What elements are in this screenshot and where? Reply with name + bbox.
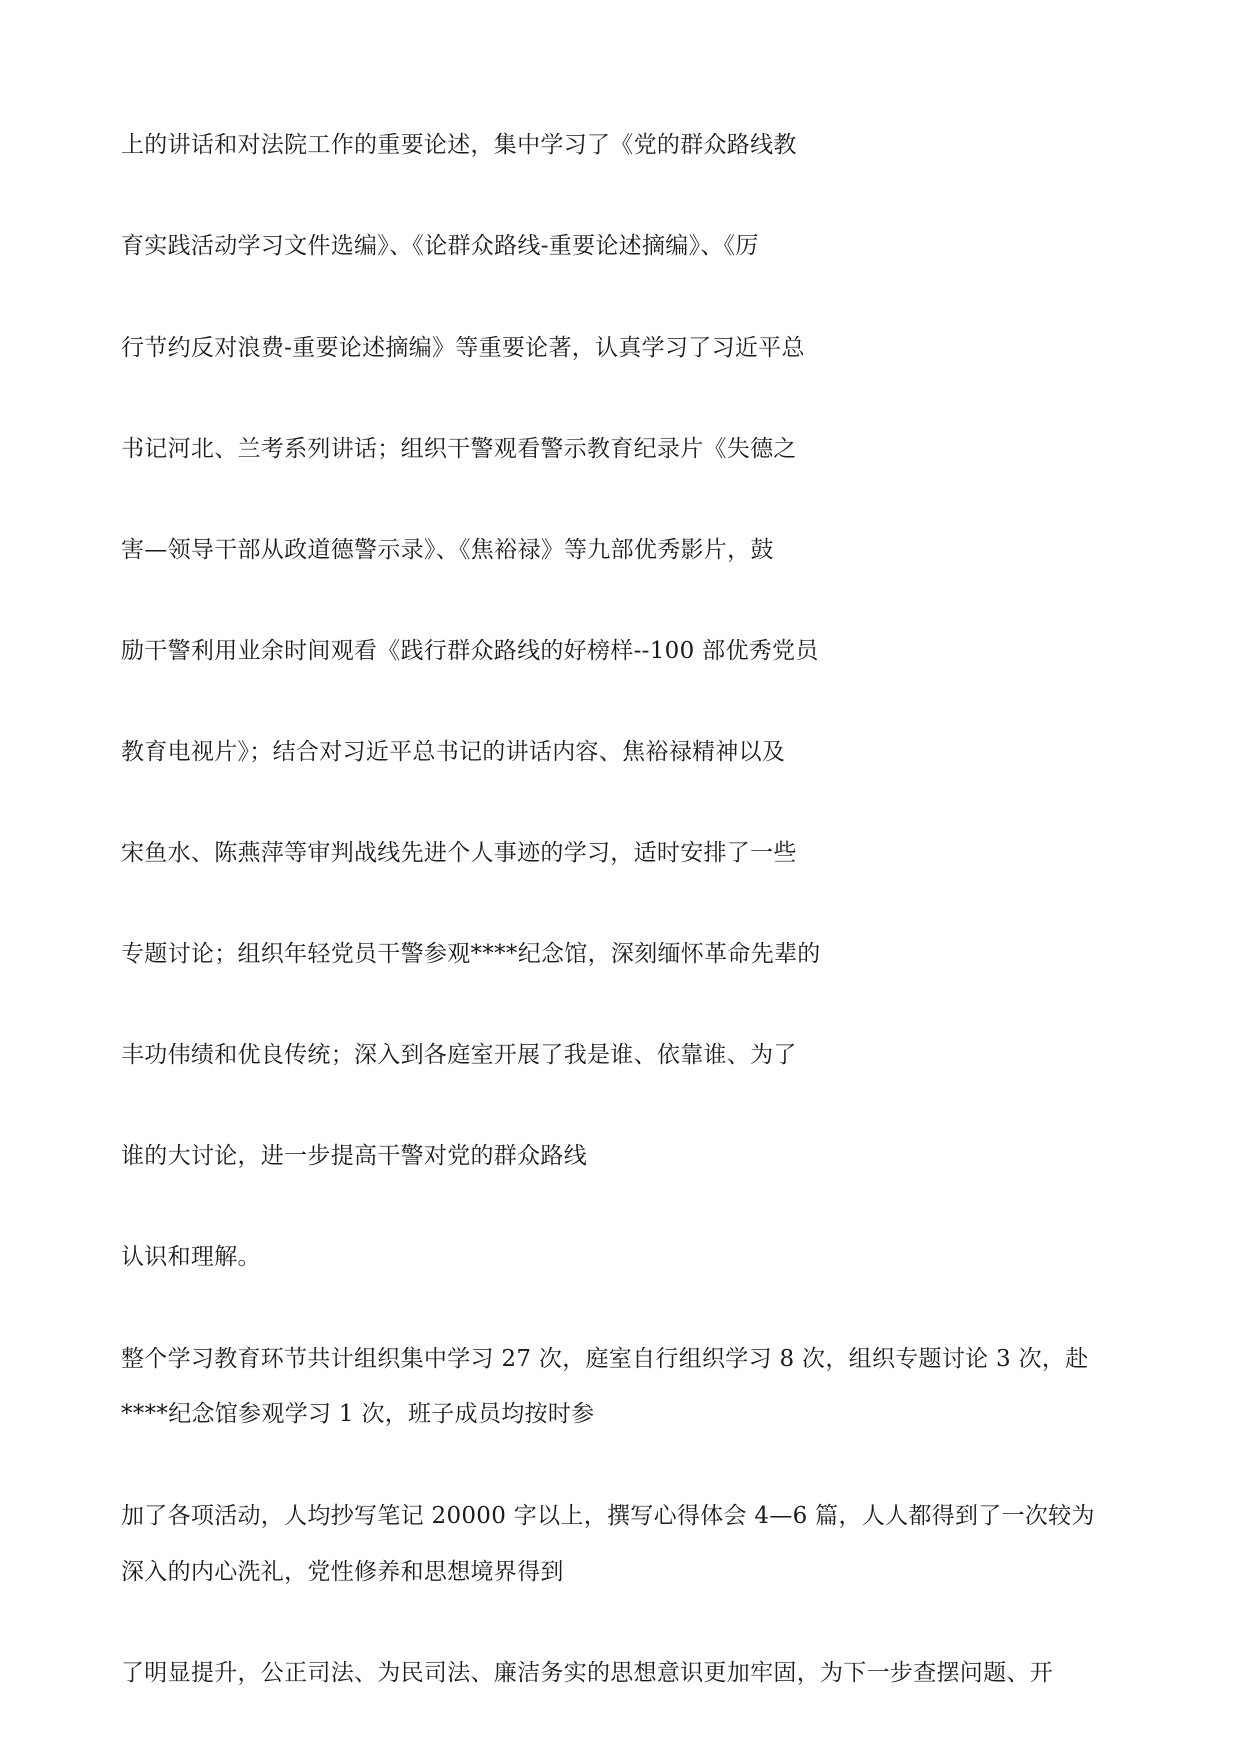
text-line-16: 深入的内心洗礼，党性修养和思想境界得到 — [121, 1559, 564, 1585]
text-line-14: ****纪念馆参观学习 1 次，班子成员均按时参 — [121, 1401, 595, 1427]
text-line-6: 励干警利用业余时间观看《践行群众路线的好榜样--100 部优秀党员 — [121, 638, 819, 664]
text-line-11: 谁的大讨论，进一步提高干警对党的群众路线 — [121, 1143, 587, 1169]
text-line-12: 认识和理解。 — [121, 1244, 261, 1270]
text-line-2: 育实践活动学习文件选编》、《论群众路线-重要论述摘编》、《厉 — [121, 233, 759, 259]
text-line-17: 了明显提升，公正司法、为民司法、廉洁务实的思想意识更加牢固，为下一步查摆问题、开 — [121, 1660, 1053, 1686]
text-line-5: 害—领导干部从政道德警示录》、《焦裕禄》等九部优秀影片，鼓 — [121, 537, 774, 563]
text-line-4: 书记河北、兰考系列讲话；组织干警观看警示教育纪录片《失德之 — [121, 436, 797, 462]
text-line-9: 专题讨论；组织年轻党员干警参观****纪念馆，深刻缅怀革命先辈的 — [121, 941, 821, 967]
text-line-1: 上的讲话和对法院工作的重要论述，集中学习了《党的群众路线教 — [121, 132, 797, 158]
text-line-3: 行节约反对浪费-重要论述摘编》等重要论著，认真学习了习近平总 — [121, 335, 805, 361]
text-line-13: 整个学习教育环节共计组织集中学习 27 次，庭室自行组织学习 8 次，组织专题讨论 3 次，赴 — [121, 1346, 1089, 1372]
text-line-15: 加了各项活动，人均抄写笔记 20000 字以上，撰写心得体会 4—6 篇，人人都得到了一次较为 — [121, 1503, 1095, 1529]
text-line-8: 宋鱼水、陈燕萍等审判战线先进个人事迹的学习，适时安排了一些 — [121, 840, 797, 866]
text-line-7: 教育电视片》；结合对习近平总书记的讲话内容、焦裕禄精神以及 — [121, 739, 786, 765]
text-line-10: 丰功伟绩和优良传统；深入到各庭室开展了我是谁、依靠谁、为了 — [121, 1042, 797, 1068]
